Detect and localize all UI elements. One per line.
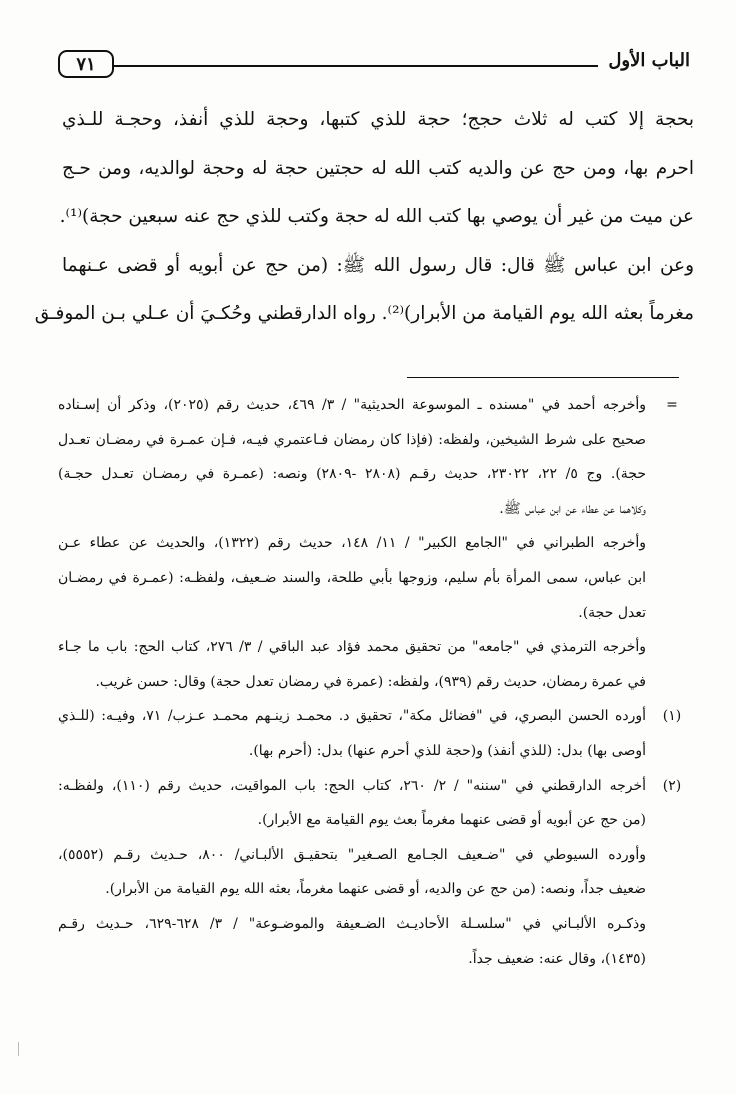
footnote-continuation xyxy=(58,388,694,526)
footnote-line: أوصى بها) بدل: (للذي أنفذ) و(حجة للذي أحرم عنها) بدل: (أحرم بها). xyxy=(248,742,646,759)
footnote-line: وأورده السيوطي في "ضـعيف الجـامع الصـغير" بتحقيـق الألبـاني/ ٨٠٠، حـديث رقـم (٥٥٥٢)، xyxy=(58,846,647,863)
footnote-line: وكلاهما عن عطاء عن ابن عباس ﷺ. xyxy=(499,500,646,517)
footnote-line: ابن عباس، سمى المرأة بأم سليم، وزوجها بأبي طلحة، والسند ضـعيف، ولفظـه: (عمـرة في رمضـان xyxy=(58,569,646,586)
scan-mark xyxy=(18,1042,19,1056)
footnote-line: وأخرجه الترمذي في "جامعه" من تحقيق محمد فؤاد عبد الباقي / ٣/ ٢٧٦، كتاب الحج: باب ما جـاء xyxy=(58,639,646,656)
footnote-marker: (١) xyxy=(662,708,682,725)
footnote-line: (من حج عن أبويه أو قضى عنهما مغرماً بعث يوم القيامة مع الأبرار). xyxy=(257,812,646,829)
footnote-paragraph xyxy=(58,526,694,630)
main-text-line: وعن ابن عباس ﷺ قال: قال رسول الله ﷺ: (من حج عن أبويه أو قضى عـنهما xyxy=(62,254,694,276)
footnote-line: أورده الحسن البصري، في "فضائل مكة"، تحقيق د. محمـد زينـهم محمـد عـزب/ ٧١، وفيـه: (للـذي xyxy=(58,708,646,725)
footnote-paragraph xyxy=(58,630,694,699)
footnote-line: أخرجه الدارقطني في "سننه" / ٢/ ٢٦٠، كتاب الحج: باب المواقيت، حديث رقم (١١٠)، ولفظـه: xyxy=(58,777,647,794)
header-rule xyxy=(114,65,598,67)
main-text-line: عن ميت من غير أن يوصي بها كتب الله له حجة وكتب للذي حج عنه سبعين حجة)⁽¹⁾. xyxy=(59,206,694,227)
main-text-line: احرم بها، ومن حج عن والديه كتب الله له حجتين حجة له وحجة لوالديه، ومن حـج xyxy=(62,157,694,179)
footnote-line: وأخرجه أحمد في "مسنده ـ الموسوعة الحديثية" / ٣/ ٤٦٩، حديث رقم (٢٠٢٥)، وذكر أن إسـناده xyxy=(58,397,647,413)
footnote-line: (١٤٣٥)، وقال عنه: ضعيف جداً. xyxy=(468,950,646,967)
footnote-2 xyxy=(58,769,694,838)
page-number: ٧١ xyxy=(58,50,114,78)
footnote-line: تعدل حجة). xyxy=(578,604,646,621)
chapter-title: الباب الأول xyxy=(608,50,690,71)
main-text-line: بحجة إلا كتب له ثلاث حجج؛ حجة للذي كتبها، وحجة للذي أنفذ، وحجـة للـذي xyxy=(62,109,694,130)
footnote-1 xyxy=(58,699,694,768)
footnote-line: ضعيف جداً، ونصه: (من حج عن والديه، أو قضى عنهما مغرماً، بعثه الله يوم القيامة من الأبرار). xyxy=(105,881,646,898)
page-header xyxy=(58,44,690,84)
main-text xyxy=(34,96,694,339)
footnotes xyxy=(58,388,694,976)
footnote-line: وذكـره الألبـاني في "سلسـلة الأحاديـث الضـعيفة والموضـوعة" / ٣/ ٦٢٨-٦٢٩، حـديث رقـم xyxy=(58,915,646,932)
footnote-marker: (٢) xyxy=(662,777,682,794)
footnote-separator xyxy=(407,377,679,378)
footnote-marker: = xyxy=(666,397,678,413)
footnote-line: في عمرة رمضان، حديث رقم (٩٣٩)، ولفظه: (عمرة في رمضان تعدل حجة) وقال: حسن غريب. xyxy=(95,673,646,690)
main-text-line: مغرماً بعثه الله يوم القيامة من الأبرار)⁽²⁾. رواه الدارقطني وحُكـيَ أن عـلي بـن الموفـق xyxy=(34,303,694,324)
footnote-line: حجة). وج ٥/ ٢٢، ٢٣٠٢٢، حديث رقـم (٢٨٠٨ -٢٨٠٩) ونصه: (عمـرة في رمضـان تعـدل حجـة) xyxy=(58,466,647,483)
footnote-line: وأخرجه الطبراني في "الجامع الكبير" / ١١/ ١٤٨، حديث رقم (١٣٢٢)، والحديث عن عطاء عـن xyxy=(58,535,646,552)
footnote-paragraph xyxy=(58,838,694,907)
footnote-line: صحيح على شرط الشيخين، ولفظه: (فإذا كان رمضان فـاعتمري فيـه، فـإن عمـرة في رمضـان تعـدل xyxy=(58,431,646,448)
footnote-paragraph xyxy=(58,907,694,976)
